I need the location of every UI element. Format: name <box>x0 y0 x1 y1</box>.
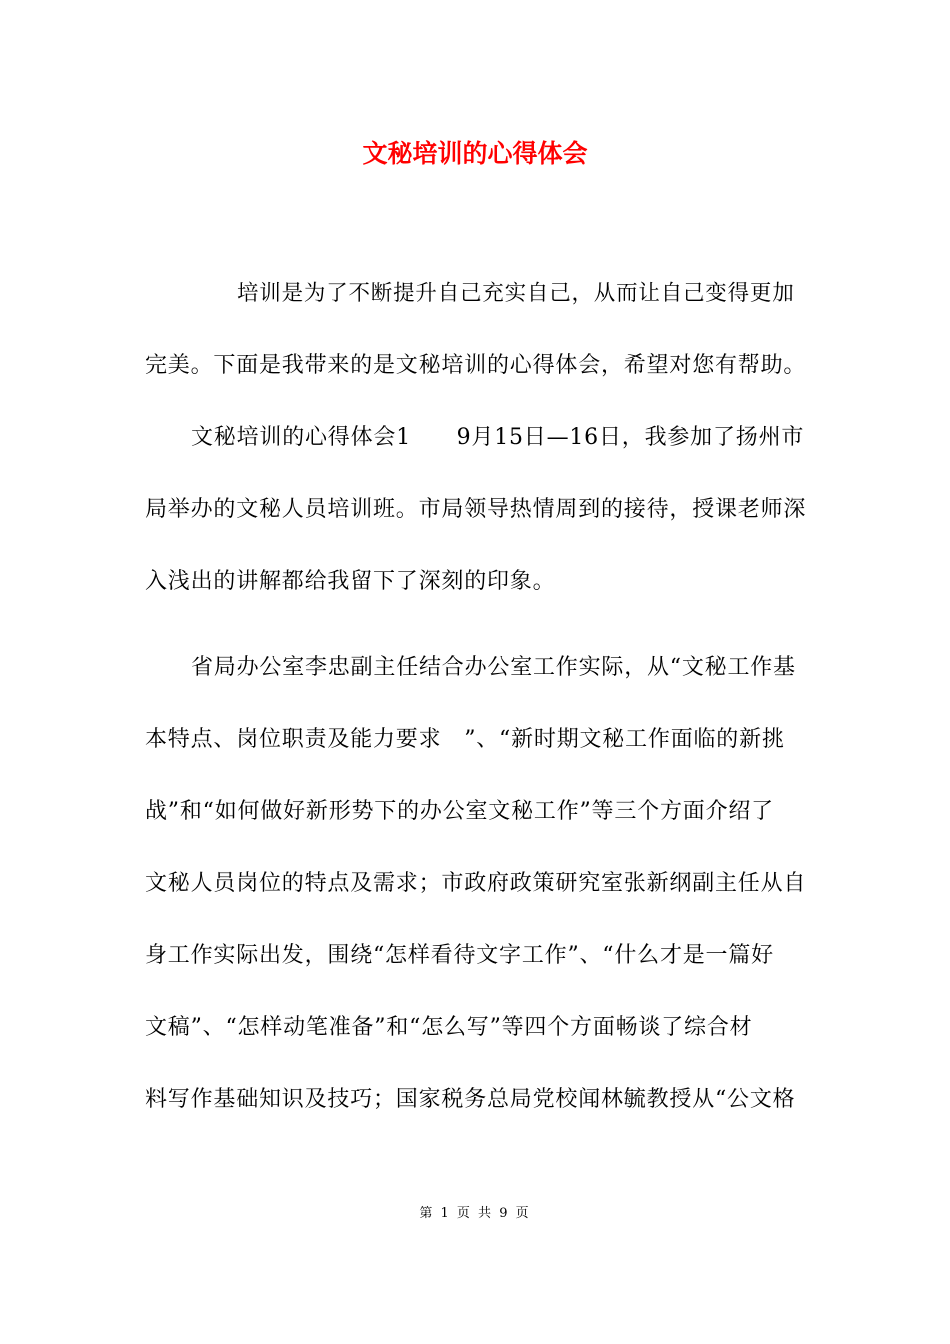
document-title: 文秘培训的心得体会 <box>362 139 588 168</box>
paragraph-line: 局举办的文秘人员培训班。市局领导热情周到的接待，授课老师深 <box>145 497 807 522</box>
paragraph-line: 本特点、岗位职责及能力要求 ”、“新时期文秘工作面临的新挑 <box>145 727 785 752</box>
paragraph-line: 料写作基础知识及技巧；国家税务总局党校闻林毓教授从“公文格 <box>145 1087 796 1112</box>
paragraph-line: 培训是为了不断提升自己充实自己，从而让自己变得更加 <box>237 281 795 306</box>
paragraph-line: 文秘人员岗位的特点及需求；市政府政策研究室张新纲副主任从自 <box>145 871 807 896</box>
page-number-footer: 第 1 页 共 9 页 <box>419 1206 531 1221</box>
paragraph-line: 文稿”、“怎样动笔准备”和“怎么写”等四个方面畅谈了综合材 <box>145 1015 753 1040</box>
paragraph-line: 入浅出的讲解都给我留下了深刻的印象。 <box>145 569 556 594</box>
paragraph-line: 战”和“如何做好新形势下的办公室文秘工作”等三个方面介绍了 <box>145 799 774 824</box>
paragraph-line: 身工作实际出发，围绕“怎样看待文字工作”、“什么才是一篇好 <box>145 943 774 968</box>
paragraph-line: 文秘培训的心得体会1 9月15日—16日，我参加了扬州市 <box>191 425 805 450</box>
paragraph-line: 省局办公室李忠副主任结合办公室工作实际，从“文秘工作基 <box>191 655 796 680</box>
paragraph-line: 完美。下面是我带来的是文秘培训的心得体会，希望对您有帮助。 <box>145 353 807 378</box>
